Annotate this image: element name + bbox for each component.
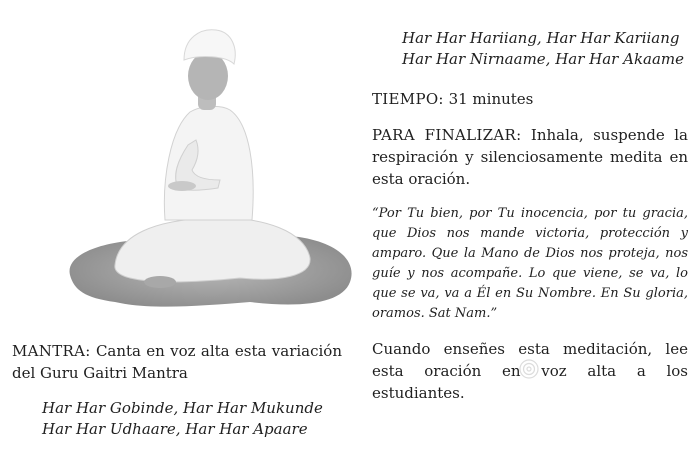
hands <box>168 181 196 191</box>
torso <box>164 106 253 220</box>
mantra-line: Har Har Udhaare, Har Har Apaare <box>42 420 308 438</box>
foot <box>144 276 176 288</box>
mantra-line: Har Har Hariiang, Har Har Kariiang <box>402 29 680 47</box>
mantra-line: Har Har Nirnaame, Har Har Akaame <box>402 50 685 68</box>
prayer-text: “Por Tu bien, por Tu inocencia, por tu gracia, que Dios nos mande victoria, protección y amparo. Que la Mano de Dios nos proteja, nos guíe y nos acompañe. Lo que viene, se va, lo que se va, va a Él en Su Nombre. En Su gloria, oramos. Sat Nam.” <box>372 206 688 321</box>
spiral-icon <box>518 358 540 380</box>
finalizar-paragraph <box>372 124 688 190</box>
meditating-woman-illustration <box>60 20 360 310</box>
tiempo-paragraph <box>372 88 688 110</box>
face <box>188 52 228 100</box>
tiempo-lead: TIEMPO: <box>372 90 444 108</box>
tiempo-value: 31 minutes <box>448 90 534 108</box>
mantra-lines-left <box>42 398 342 440</box>
mantra-paragraph <box>12 340 342 384</box>
finalizar-text: Inhala, suspende la respiración y silenciosamente medita en esta oración. <box>372 126 688 188</box>
mantra-line: Har Har Gobinde, Har Har Mukunde <box>42 399 323 417</box>
mantra-text: Canta en voz alta esta variación del Guru Gaitri Mantra <box>12 342 342 382</box>
mantra-lines-right <box>402 28 688 70</box>
mantra-section <box>12 340 342 440</box>
right-column <box>372 28 688 404</box>
closing-paragraph: Cuando enseñes esta meditación, lee esta oración en voz alta a los estudiantes. <box>372 340 688 402</box>
mantra-lead: MANTRA: <box>12 342 91 360</box>
finalizar-lead: PARA FINALIZAR: <box>372 126 522 144</box>
crossed-legs <box>115 218 310 282</box>
